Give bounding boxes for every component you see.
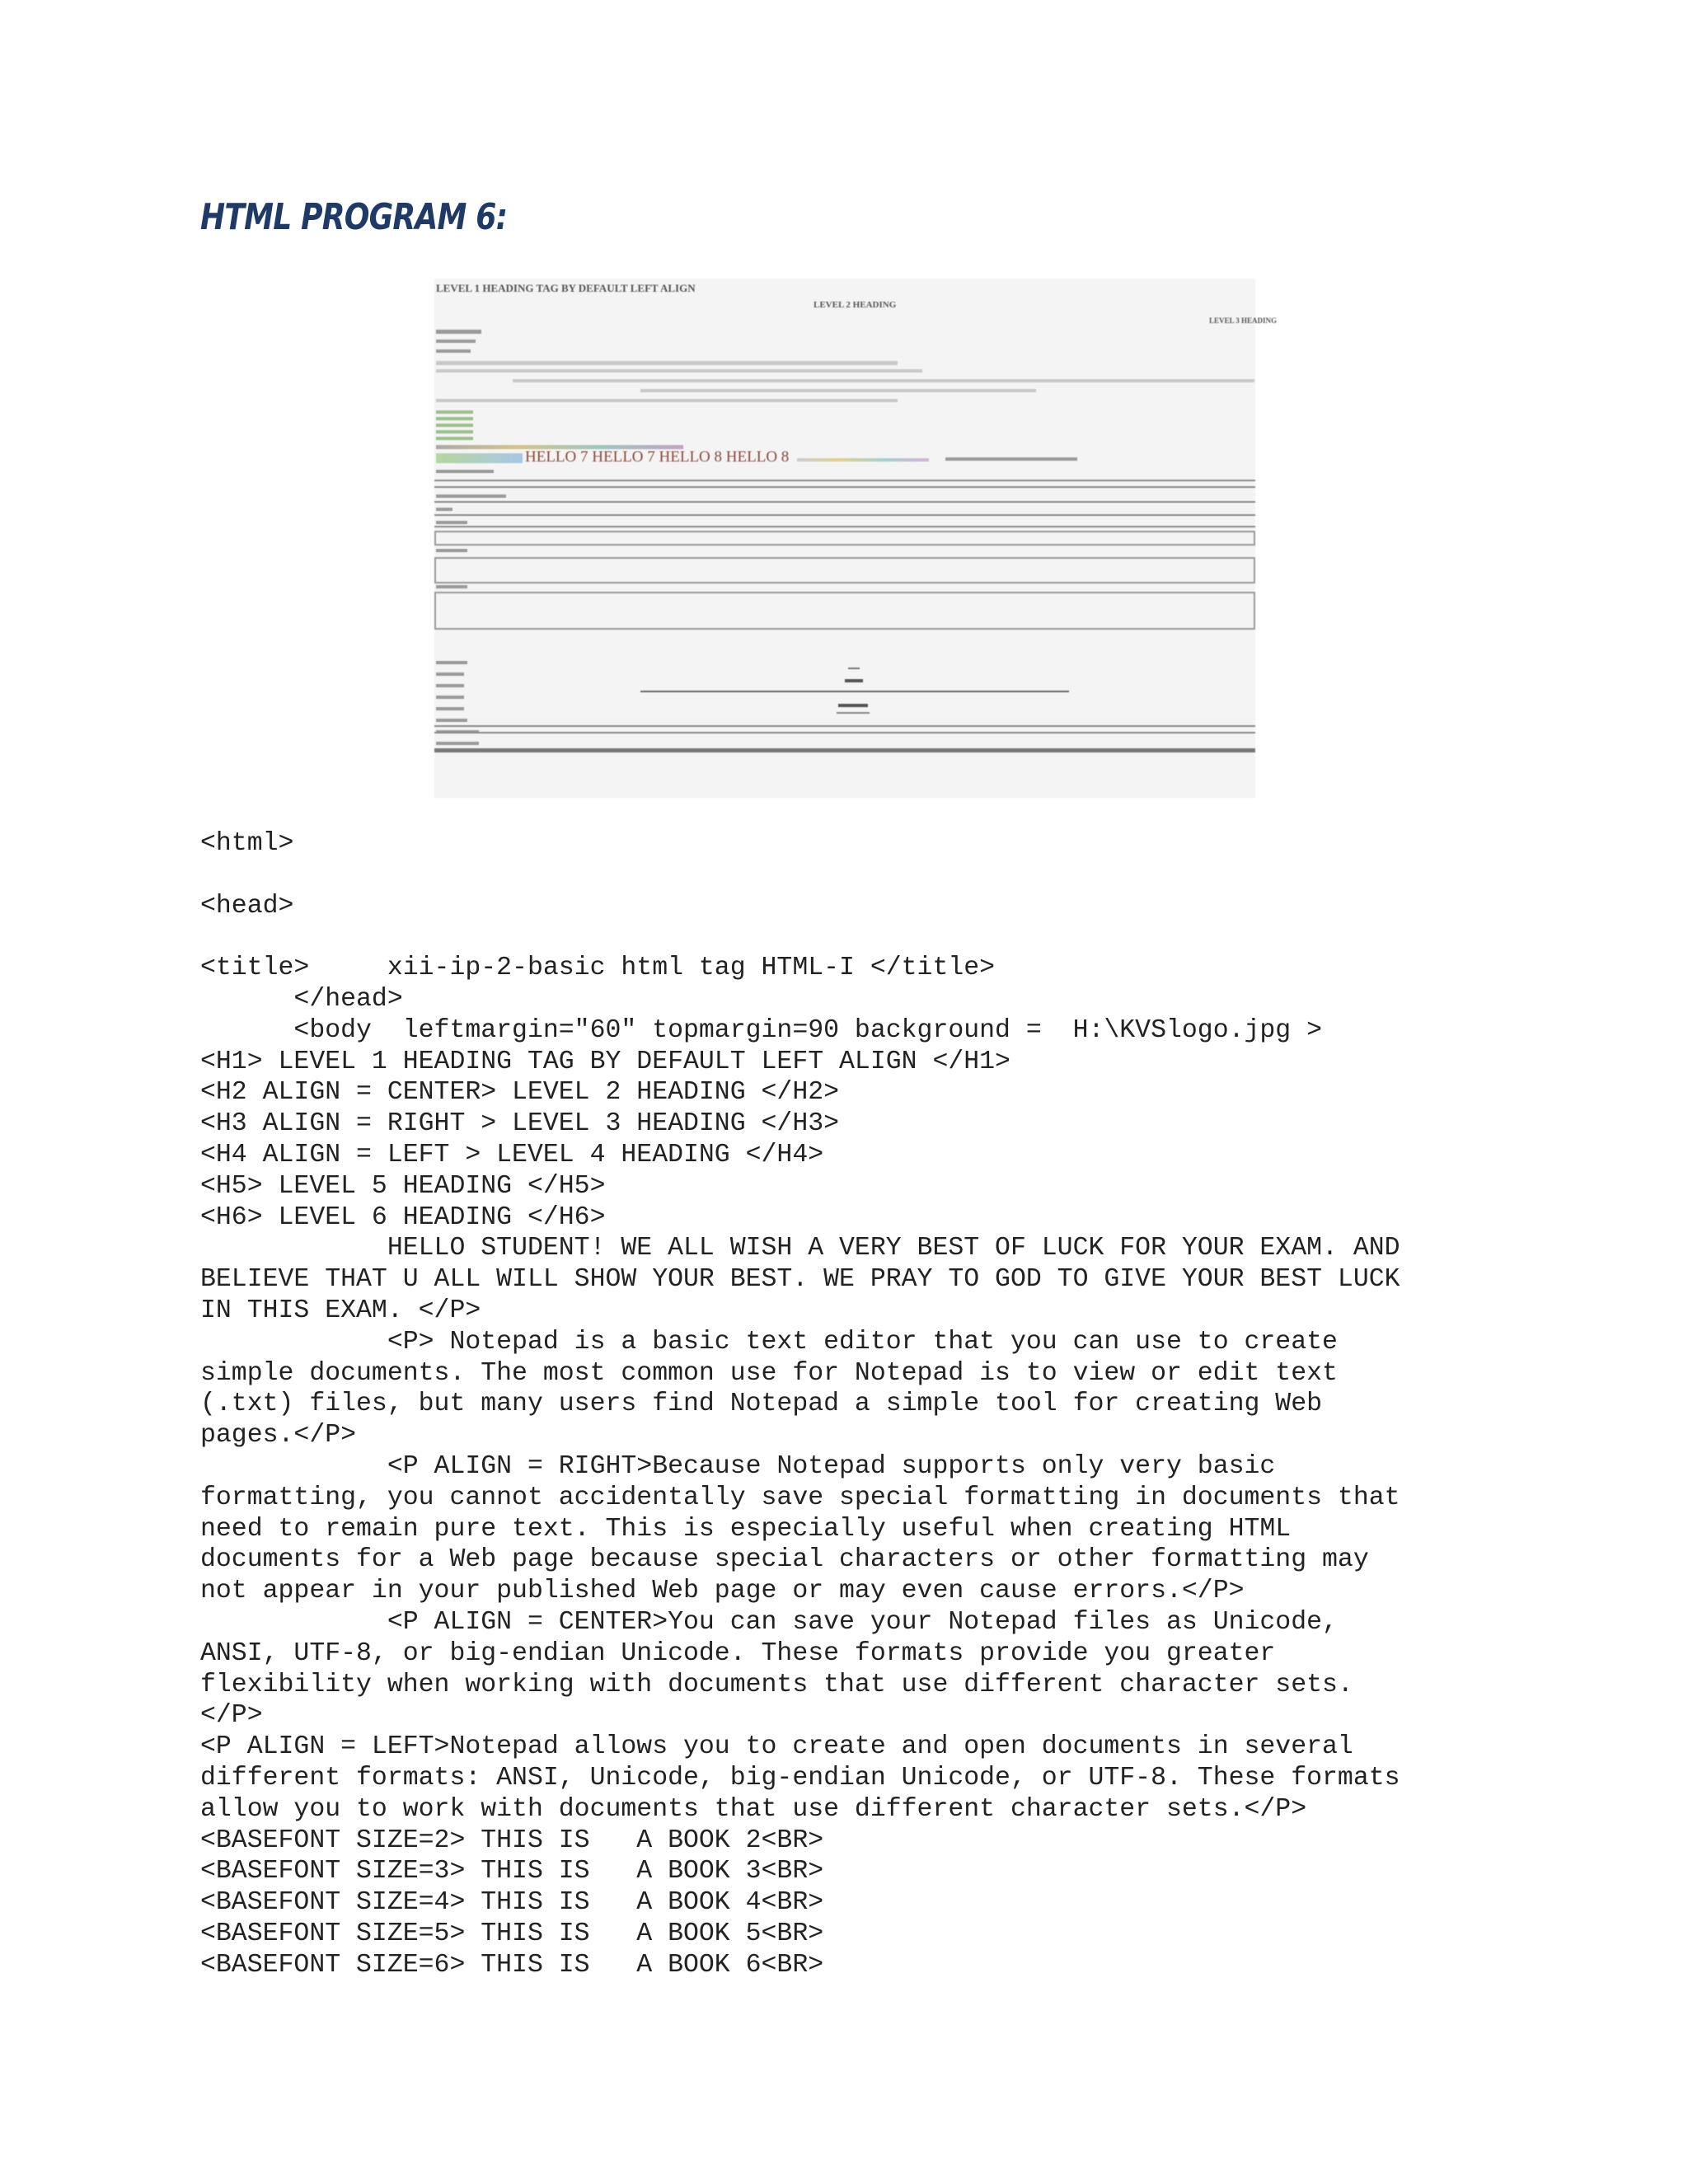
code-line: <BASEFONT SIZE=3> THIS IS A BOOK 3<BR> <box>200 1857 824 1886</box>
code-line: IN THIS EXAM. </P> <box>200 1296 481 1325</box>
code-line: </head> <box>200 984 403 1014</box>
code-line: flexibility when working with documents that use different character sets. <box>200 1670 1353 1699</box>
screenshot-h3: LEVEL 3 HEADING <box>1209 316 1278 325</box>
code-line: <P ALIGN = CENTER>You can save your Notepad files as Unicode, <box>200 1607 1338 1637</box>
code-line: <body leftmargin="60" topmargin=90 background = H:\KVSlogo.jpg > <box>200 1015 1323 1045</box>
code-line: <BASEFONT SIZE=6> THIS IS A BOOK 6<BR> <box>200 1950 824 1980</box>
output-screenshot <box>434 279 1278 798</box>
code-line: <html> <box>200 829 294 858</box>
code-line: HELLO STUDENT! WE ALL WISH A VERY BEST OF LUCK FOR YOUR EXAM. AND <box>200 1234 1400 1263</box>
html-source-code <box>200 828 1400 1980</box>
screenshot-h2: LEVEL 2 HEADING <box>814 300 897 310</box>
code-line: <BASEFONT SIZE=4> THIS IS A BOOK 4<BR> <box>200 1888 824 1918</box>
code-line: <H2 ALIGN = CENTER> LEVEL 2 HEADING </H2> <box>200 1078 840 1108</box>
code-line: <H5> LEVEL 5 HEADING </H5> <box>200 1171 606 1201</box>
code-line: <BASEFONT SIZE=2> THIS IS A BOOK 2<BR> <box>200 1825 824 1855</box>
code-line: formatting, you cannot accidentally save special formatting in documents that <box>200 1483 1400 1512</box>
code-line: <P ALIGN = LEFT>Notepad allows you to create and open documents in several <box>200 1732 1353 1762</box>
code-line: need to remain pure text. This is especially useful when creating HTML <box>200 1514 1292 1544</box>
page-title: HTML PROGRAM 6: <box>200 196 508 238</box>
code-line: allow you to work with documents that use different character sets.</P> <box>200 1794 1307 1824</box>
code-line: <head> <box>200 891 294 921</box>
code-line: not appear in your published Web page or may even cause errors.</P> <box>200 1577 1245 1606</box>
code-line: different formats: ANSI, Unicode, big-endian Unicode, or UTF-8. These formats <box>200 1763 1400 1793</box>
code-line: <H1> LEVEL 1 HEADING TAG BY DEFAULT LEFT ALIGN </H1> <box>200 1047 1010 1076</box>
code-line: documents for a Web page because special characters or other formatting may <box>200 1545 1369 1575</box>
code-line: pages.</P> <box>200 1421 357 1451</box>
code-line: BELIEVE THAT U ALL WILL SHOW YOUR BEST. WE PRAY TO GOD TO GIVE YOUR BEST LUCK <box>200 1265 1400 1295</box>
code-line: ANSI, UTF-8, or big-endian Unicode. These formats provide you greater <box>200 1638 1276 1668</box>
code-line: <title> xii-ip-2-basic html tag HTML-I </title> <box>200 954 996 983</box>
code-line: <H3 ALIGN = RIGHT > LEVEL 3 HEADING </H3> <box>200 1109 840 1139</box>
code-line: </P> <box>200 1701 263 1731</box>
code-line: (.txt) files, but many users find Notepad a simple tool for creating Web <box>200 1390 1323 1419</box>
code-line: <H4 ALIGN = LEFT > LEVEL 4 HEADING </H4> <box>200 1140 824 1169</box>
code-line: simple documents. The most common use for Notepad is to view or edit text <box>200 1358 1338 1388</box>
code-line: <H6> LEVEL 6 HEADING </H6> <box>200 1202 606 1232</box>
code-line: <BASEFONT SIZE=5> THIS IS A BOOK 5<BR> <box>200 1919 824 1948</box>
screenshot-h1: LEVEL 1 HEADING TAG BY DEFAULT LEFT ALIGN <box>436 282 696 294</box>
screenshot-hello-row: HELLO 7 HELLO 7 HELLO 8 HELLO 8 <box>525 448 790 466</box>
code-line: <P> Notepad is a basic text editor that you can use to create <box>200 1327 1338 1357</box>
code-line: <P ALIGN = RIGHT>Because Notepad supports only very basic <box>200 1451 1276 1481</box>
